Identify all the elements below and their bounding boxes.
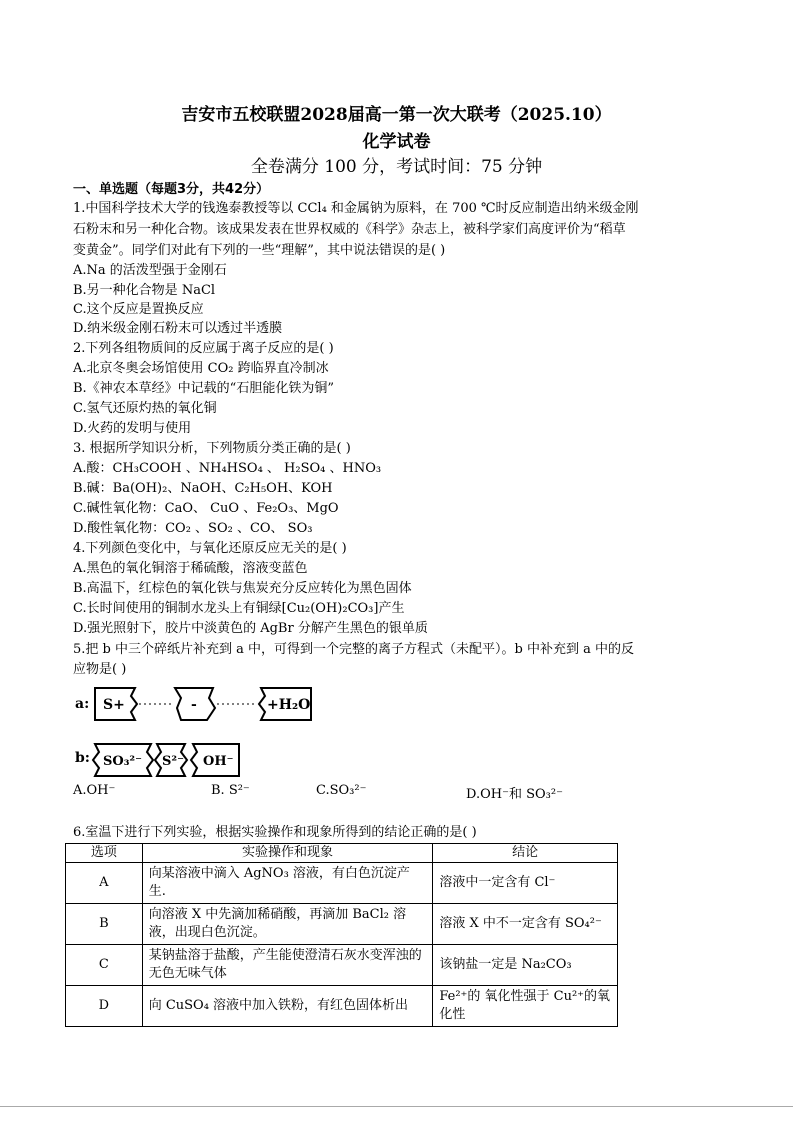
col-header-option: 选项 [66, 844, 143, 863]
q2-option-a: A.北京冬奥会场馆使用 CO₂ 跨临界直冷制冰 [73, 361, 329, 376]
col-header-operation: 实验操作和现象 [142, 844, 433, 863]
page-bottom-rule [0, 1106, 793, 1107]
q3-option-a: A.酸：CH₃COOH 、NH₄HSO₄ 、 H₂SO₄ 、HNO₃ [73, 461, 382, 476]
q5-option-c: C.SO₃²⁻ [316, 783, 367, 798]
piece-a2-label: - [191, 697, 197, 713]
q3-stem: 3. 根据所学知识分析，下列物质分类正确的是( ) [73, 441, 351, 456]
q3-option-c: C.碱性氧化物：CaO、 CuO 、Fe₂O₃、MgO [73, 501, 339, 516]
row-option: C [66, 945, 143, 986]
q4-option-c: C.长时间使用的铜制水龙头上有铜绿[Cu₂(OH)₂CO₃]产生 [73, 601, 405, 616]
row-operation: 向某溶液中滴入 AgNO₃ 溶液，有白色沉淀产生. [142, 863, 433, 904]
row-option: B [66, 904, 143, 945]
piece-b1-label: SO₃²⁻ [103, 754, 142, 769]
table-row [66, 863, 618, 904]
q1-option-b: B.另一种化合物是 NaCl [73, 283, 216, 298]
row-b-label: b: [75, 750, 90, 766]
row-conclusion: 溶液 X 中不一定含有 SO₄²⁻ [433, 904, 618, 945]
exam-info: 全卷满分 100 分，考试时间：75 分钟 [250, 157, 543, 177]
table-row [66, 945, 618, 986]
q1-option-d: D.纳米级金刚石粉末可以透过半透膜 [73, 321, 283, 336]
q3-option-d: D.酸性氧化物：CO₂ 、SO₂ 、CO、 SO₃ [73, 521, 313, 536]
row-option: D [66, 986, 143, 1027]
row-conclusion: 溶液中一定含有 Cl⁻ [433, 863, 618, 904]
q4-stem: 4.下列颜色变化中，与氧化还原反应无关的是( ) [73, 541, 347, 556]
q6-table [65, 843, 618, 1027]
q4-option-d: D.强光照射下，胶片中淡黄色的 AgBr 分解产生黑色的银单质 [73, 621, 428, 636]
row-a-label: a: [75, 696, 90, 712]
col-header-conclusion: 结论 [433, 844, 618, 863]
row-operation: 向溶液 X 中先滴加稀硝酸，再滴加 BaCl₂ 溶液，出现白色沉淀。 [142, 904, 433, 945]
q5-option-d: D.OH⁻和 SO₃²⁻ [466, 787, 563, 802]
q4-option-a: A.黑色的氧化铜溶于稀硫酸，溶液变蓝色 [73, 561, 308, 576]
q1-line: 石粉末和另一种化合物。该成果发表在世界权威的《科学》杂志上，被科学家们高度评价为“稻草 [73, 222, 626, 237]
row-conclusion: Fe²⁺的 氧化性强于 Cu²⁺的氧化性 [433, 986, 618, 1027]
section-heading: 一、单选题（每题3分，共42分） [73, 182, 270, 197]
subject-title: 化学试卷 [362, 132, 431, 152]
q1-line: 变黄金”。同学们对此有下列的一些“理解”，其中说法错误的是( ) [73, 243, 446, 258]
q1-line: 1.中国科学技术大学的钱逸泰教授等以 CCl₄ 和金属钠为原料，在 700 ℃时反应制造出纳米级金刚 [73, 201, 639, 216]
q5-stem: 5.把 b 中三个碎纸片补充到 a 中，可得到一个完整的离子方程式（未配平）。b 中补充到 a 中的反 [73, 642, 634, 657]
piece-b3-label: OH⁻ [203, 754, 234, 769]
exam-title: 吉安市五校联盟2028届高一第一次大联考（2025.10） [181, 105, 612, 125]
paper-pieces-diagram [73, 680, 333, 780]
q2-option-c: C.氢气还原灼热的氧化铜 [73, 401, 217, 416]
q2-stem: 2.下列各组物质间的反应属于离子反应的是( ) [73, 341, 334, 356]
piece-a1-label: S+ [103, 697, 125, 713]
q6-stem: 6.室温下进行下列实验，根据实验操作和现象所得到的结论正确的是( ) [73, 825, 477, 840]
row-option: A [66, 863, 143, 904]
q5-option-b: B. S²⁻ [211, 783, 250, 798]
row-conclusion: 该钠盐一定是 Na₂CO₃ [433, 945, 618, 986]
q1-option-c: C.这个反应是置换反应 [73, 302, 204, 317]
table-row [66, 904, 618, 945]
row-operation: 向 CuSO₄ 溶液中加入铁粉，有红色固体析出 [142, 986, 433, 1027]
table-header-row [66, 844, 618, 863]
q2-option-b: B.《神农本草经》中记载的“石胆能化铁为铜” [73, 381, 334, 396]
piece-a3-label: +H₂O [267, 697, 311, 713]
q3-option-b: B.碱：Ba(OH)₂、NaOH、C₂H₅OH、KOH [73, 481, 333, 496]
q1-option-a: A.Na 的活泼型强于金刚石 [73, 263, 227, 278]
q5-option-a: A.OH⁻ [73, 783, 116, 798]
q5-stem: 应物是( ) [73, 662, 127, 677]
piece-b2-label: S²⁻ [162, 754, 184, 769]
q4-option-b: B.高温下，红棕色的氧化铁与焦炭充分反应转化为黑色固体 [73, 581, 412, 596]
row-operation: 某钠盐溶于盐酸，产生能使澄清石灰水变浑浊的无色无味气体 [142, 945, 433, 986]
table-row [66, 986, 618, 1027]
q2-option-d: D.火药的发明与使用 [73, 421, 192, 436]
